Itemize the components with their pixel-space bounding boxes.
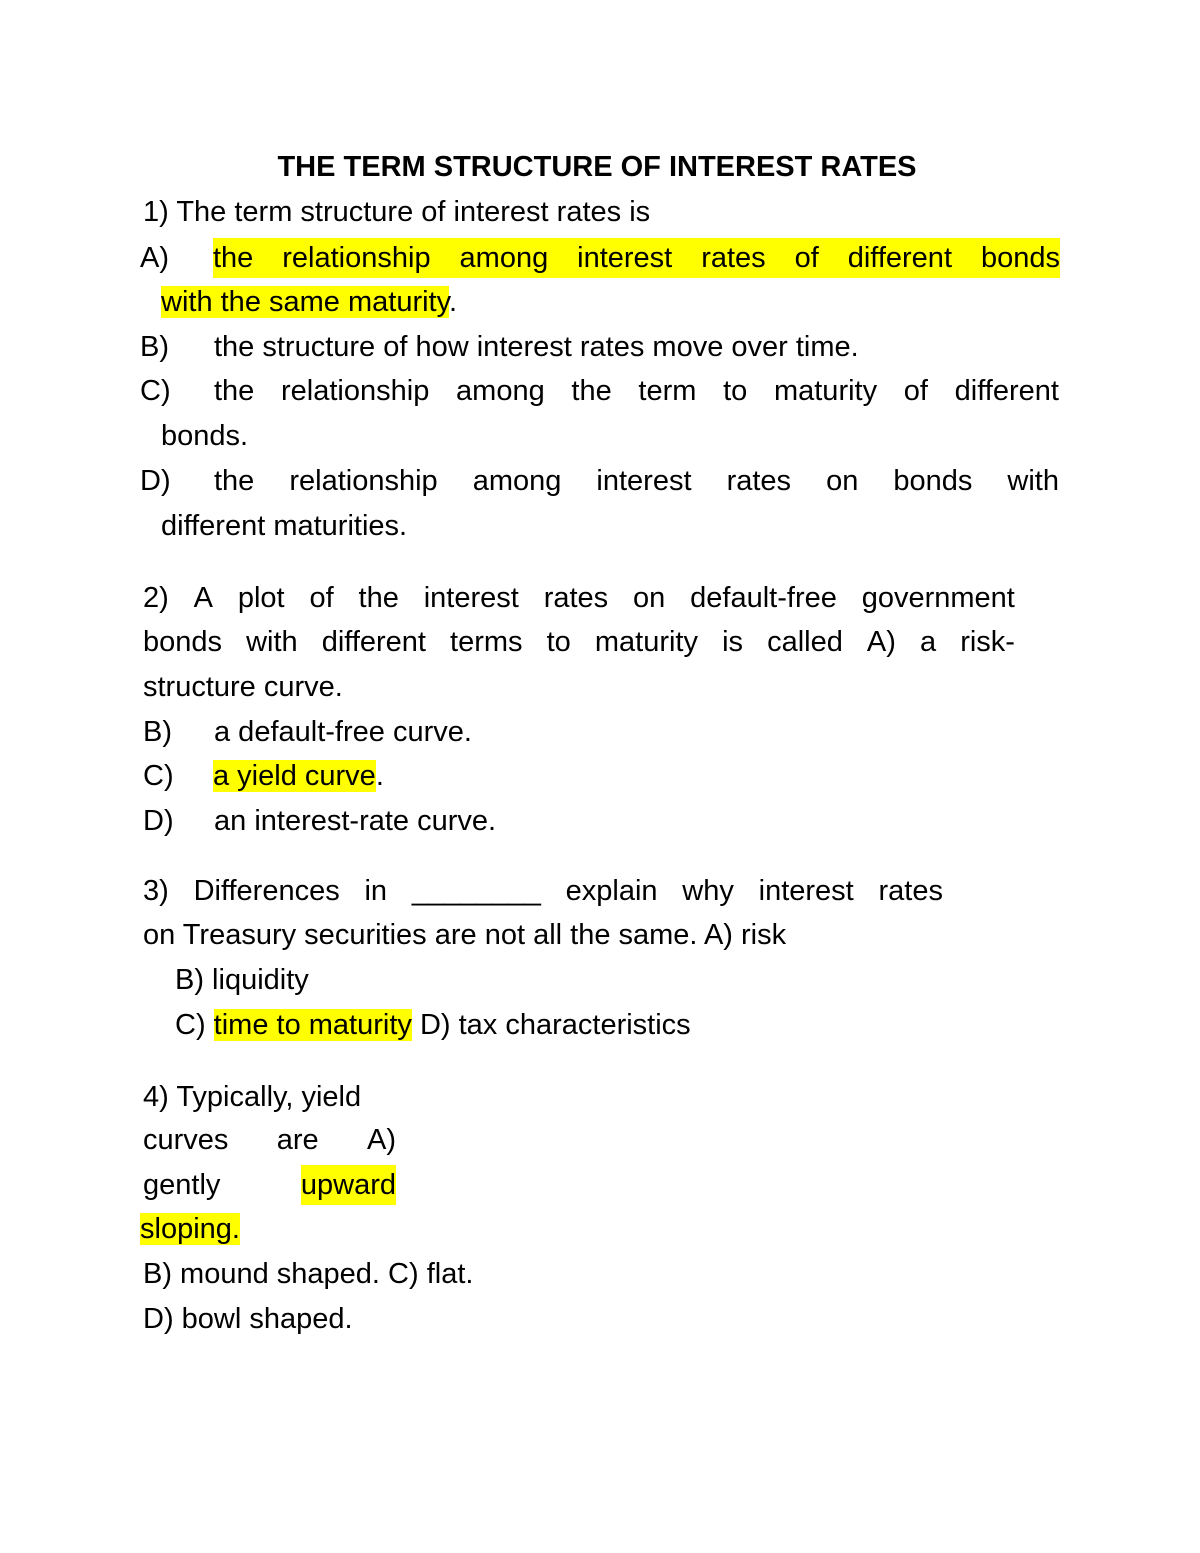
word: called <box>767 626 843 658</box>
word: on <box>633 582 666 614</box>
q4-stem-line4 <box>140 1209 240 1249</box>
word: ________ <box>411 875 541 907</box>
q2-option-b-text: a default-free curve. <box>214 716 472 748</box>
q1-option-b-letter: B) <box>140 331 169 363</box>
word: different <box>954 375 1059 407</box>
q1-stem: 1) The term structure of interest rates is <box>143 196 651 228</box>
word: in <box>364 875 388 907</box>
word: rates <box>701 242 766 274</box>
word: risk- <box>960 626 1015 658</box>
q3-option-c-letter: C) <box>175 1009 214 1041</box>
word: 3) <box>143 875 169 907</box>
q3-option-d: D) tax characteristics <box>411 1009 691 1041</box>
q2-option-c-highlight: a yield curve <box>213 760 376 792</box>
q1-option-a-period: . <box>448 286 458 318</box>
q2-stem-line3: structure curve. <box>143 671 343 703</box>
word: on <box>826 465 859 497</box>
word: plot <box>237 582 285 614</box>
word: the <box>358 582 399 614</box>
word: bonds <box>893 465 973 497</box>
q2-option-b-letter: B) <box>143 716 172 748</box>
word: rates <box>878 875 943 907</box>
word: explain <box>565 875 658 907</box>
q4-option-d: D) bowl shaped. <box>143 1303 353 1335</box>
word: Differences <box>193 875 340 907</box>
word: rates <box>543 582 609 614</box>
word: of <box>794 242 819 274</box>
word: interest <box>423 582 519 614</box>
q1-option-d-line2: different maturities. <box>161 510 408 542</box>
q3-stem-line1 <box>143 871 943 911</box>
word: relationship <box>281 375 430 407</box>
word: among <box>459 242 549 274</box>
word: different <box>847 242 952 274</box>
word: interest <box>596 465 692 497</box>
word: of <box>903 375 928 407</box>
word: bonds <box>980 242 1060 274</box>
q1-option-a-letter: A) <box>140 242 169 274</box>
word: to <box>546 626 571 658</box>
word: among <box>472 465 562 497</box>
word: the <box>571 375 612 407</box>
word: rates <box>726 465 792 497</box>
q4-option-a-highlight-1: upward <box>301 1165 396 1205</box>
word: relationship <box>282 242 431 274</box>
word: the <box>213 242 254 274</box>
q1-option-c-line1 <box>214 371 1059 411</box>
q1-option-a-highlight: with the same maturity <box>161 286 449 318</box>
document-title: THE TERM STRUCTURE OF INTEREST RATES <box>277 151 917 183</box>
q2-option-c-period: . <box>375 760 384 792</box>
word: is <box>722 626 744 658</box>
q2-stem-line2 <box>143 622 1015 662</box>
q2-option-c-letter: C) <box>143 760 174 792</box>
word: with <box>1007 465 1059 497</box>
q4-stem-line3 <box>143 1165 396 1205</box>
word: terms <box>450 626 523 658</box>
q1-option-d-line1 <box>214 461 1059 501</box>
word: 2) <box>143 582 169 614</box>
word: of <box>309 582 334 614</box>
word: default-free <box>690 582 837 614</box>
q2-option-c-line <box>213 756 384 796</box>
word: among <box>456 375 545 407</box>
word: relationship <box>289 465 438 497</box>
word: interest <box>758 875 854 907</box>
q3-stem-line2: on Treasury securities are not all the same. A) risk <box>143 919 787 951</box>
word: A) <box>866 626 896 658</box>
q1-option-c-letter: C) <box>140 375 171 407</box>
word: the <box>214 465 255 497</box>
word: A <box>193 582 213 614</box>
q1-option-c-line2: bonds. <box>161 420 249 452</box>
q1-option-d-letter: D) <box>140 465 171 497</box>
q1-option-a-line2 <box>161 282 457 322</box>
word: government <box>861 582 1015 614</box>
word: curves <box>143 1124 229 1156</box>
word: the <box>214 375 255 407</box>
word: a <box>919 626 937 658</box>
q2-stem-line1 <box>143 578 1015 618</box>
word: interest <box>577 242 673 274</box>
q4-stem-line2 <box>143 1120 396 1160</box>
q4-options-bc: B) mound shaped. C) flat. <box>143 1258 474 1290</box>
word: why <box>682 875 734 907</box>
q3-option-cd-line <box>175 1005 691 1045</box>
q1-option-a-line1 <box>213 238 1060 278</box>
word: bonds <box>143 626 223 658</box>
q3-option-b: B) liquidity <box>175 964 309 996</box>
q1-option-b-text: the structure of how interest rates move over time. <box>214 331 859 363</box>
q2-option-d-letter: D) <box>143 805 174 837</box>
q4-stem-line1: 4) Typically, yield <box>143 1081 362 1113</box>
word: maturity <box>594 626 698 658</box>
word: term <box>638 375 697 407</box>
word: are <box>276 1124 319 1156</box>
word: with <box>246 626 298 658</box>
q3-option-c-highlight: time to maturity <box>213 1009 412 1041</box>
q2-option-d-text: an interest-rate curve. <box>214 805 497 837</box>
q4-option-a-highlight-2: sloping. <box>140 1213 240 1245</box>
word: maturity <box>773 375 878 407</box>
word: A) <box>367 1124 396 1156</box>
q4-word-gently: gently <box>143 1169 221 1201</box>
word: different <box>321 626 426 658</box>
word: to <box>723 375 748 407</box>
